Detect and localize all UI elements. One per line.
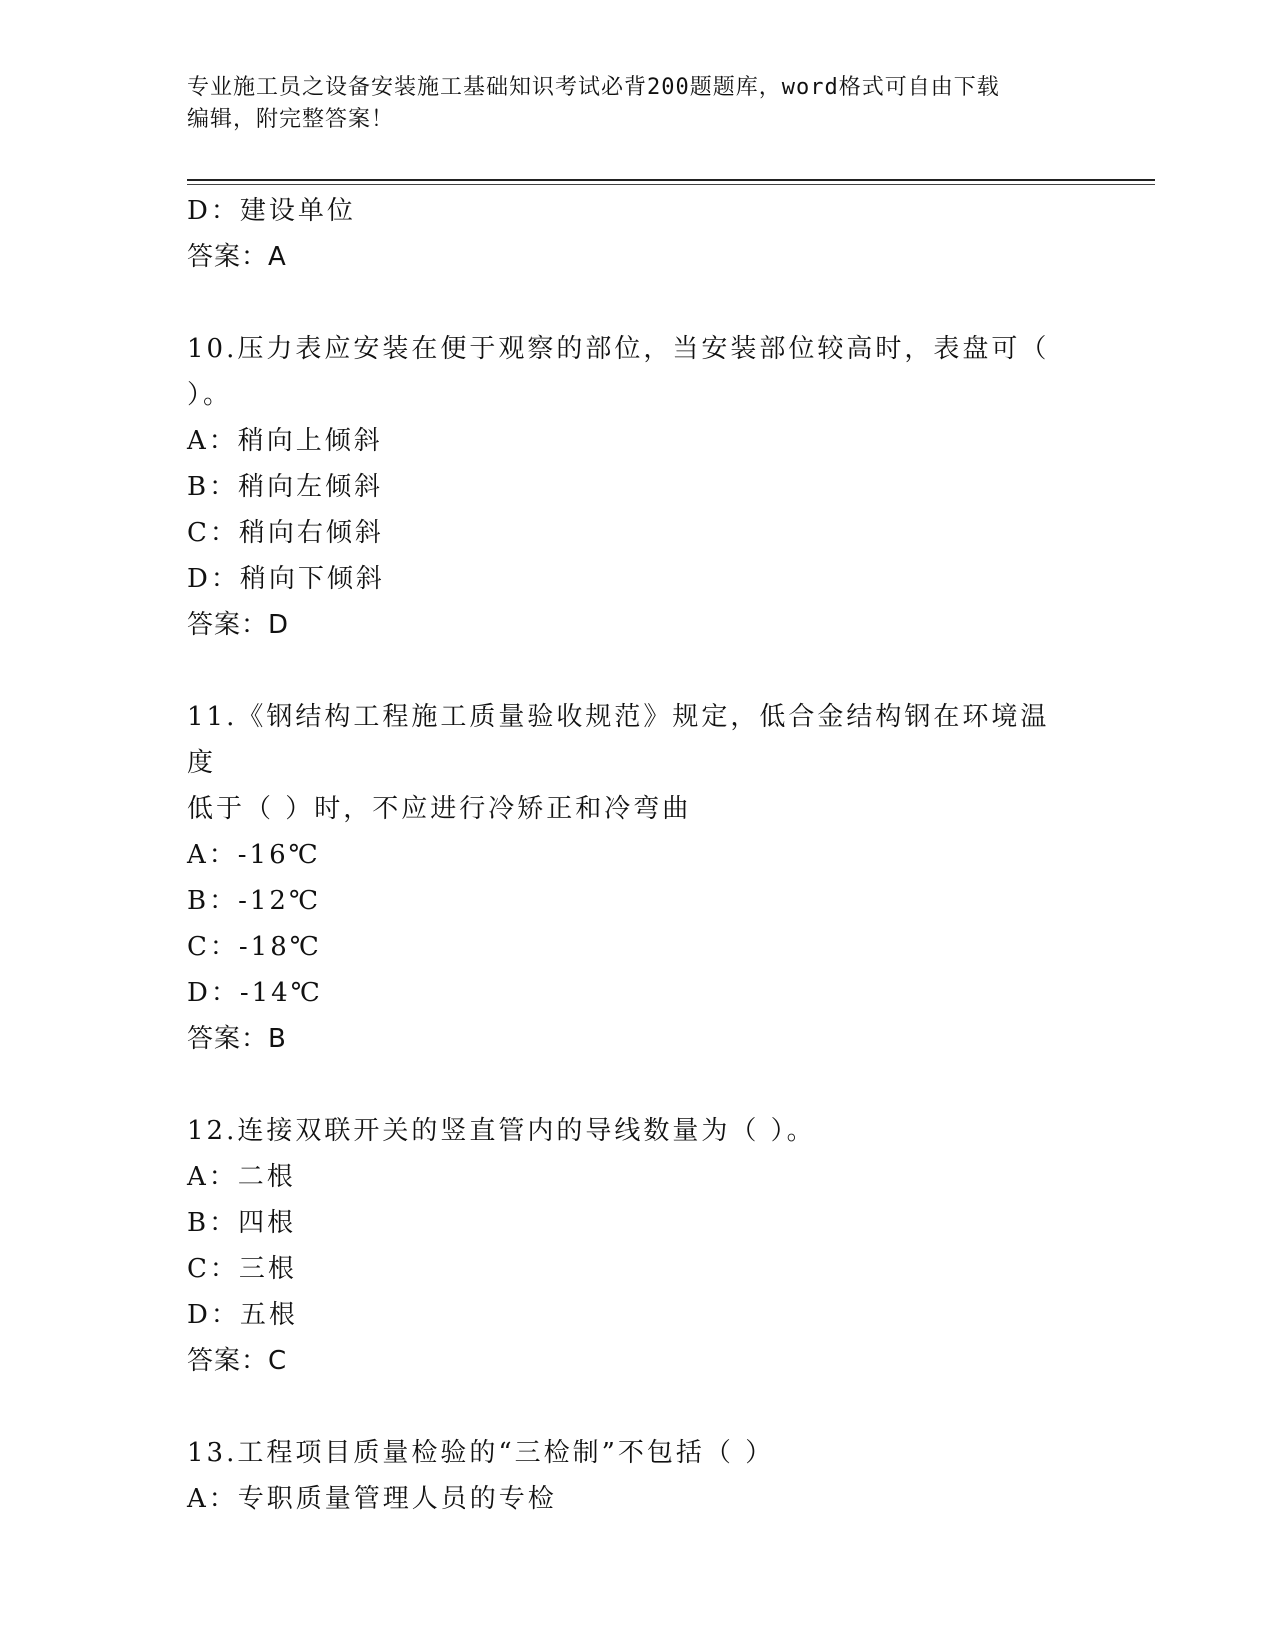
question-block: [187, 1108, 1087, 1384]
option-b: B：四根: [187, 1208, 297, 1238]
question-block: [187, 1430, 1087, 1522]
document-header: [187, 72, 1087, 136]
question-text-line: 低于（ ）时，不应进行冷矫正和冷弯曲: [187, 794, 692, 824]
question-block: [187, 326, 1087, 648]
answer-line: 答案：B: [187, 1024, 287, 1054]
option-d: D：-14℃: [187, 978, 323, 1008]
option-c: C：-18℃: [187, 932, 322, 962]
question-text-line: 11.《钢结构工程施工质量验收规范》规定，低合金结构钢在环境温度: [187, 702, 1050, 778]
question-text-line: 12.连接双联开关的竖直管内的导线数量为（ ）。: [187, 1116, 816, 1146]
option-b: B：稍向左倾斜: [187, 472, 384, 502]
option-d: D：五根: [187, 1300, 298, 1330]
question-text-line: 13.工程项目质量检验的“三检制”不包括（ ）: [187, 1438, 775, 1468]
question-text-line: ）。: [187, 380, 233, 410]
document-body: [187, 188, 1087, 1522]
header-title-line-1: 专业施工员之设备安装施工基础知识考试必背200题题库，word格式可自由下载: [187, 75, 1000, 100]
question-block: [187, 694, 1087, 1062]
option-a: A：稍向上倾斜: [187, 426, 383, 456]
header-divider-thin: [187, 184, 1155, 185]
option-c: C：稍向右倾斜: [187, 518, 384, 548]
option-a: A：专职质量管理人员的专检: [187, 1484, 557, 1514]
header-divider-thick: [187, 179, 1155, 181]
option-d: D：稍向下倾斜: [187, 564, 385, 594]
option-d: D：建设单位: [187, 196, 356, 226]
option-a: A：二根: [187, 1162, 296, 1192]
option-c: C：三根: [187, 1254, 297, 1284]
header-title-line-2: 编辑，附完整答案！: [187, 107, 395, 132]
option-a: A：-16℃: [187, 840, 321, 870]
question-text-line: 10.压力表应安装在便于观察的部位，当安装部位较高时，表盘可（: [187, 334, 1050, 364]
answer-line: 答案：A: [187, 242, 287, 272]
option-b: B：-12℃: [187, 886, 322, 916]
answer-line: 答案：C: [187, 1346, 288, 1376]
answer-line: 答案：D: [187, 610, 290, 640]
